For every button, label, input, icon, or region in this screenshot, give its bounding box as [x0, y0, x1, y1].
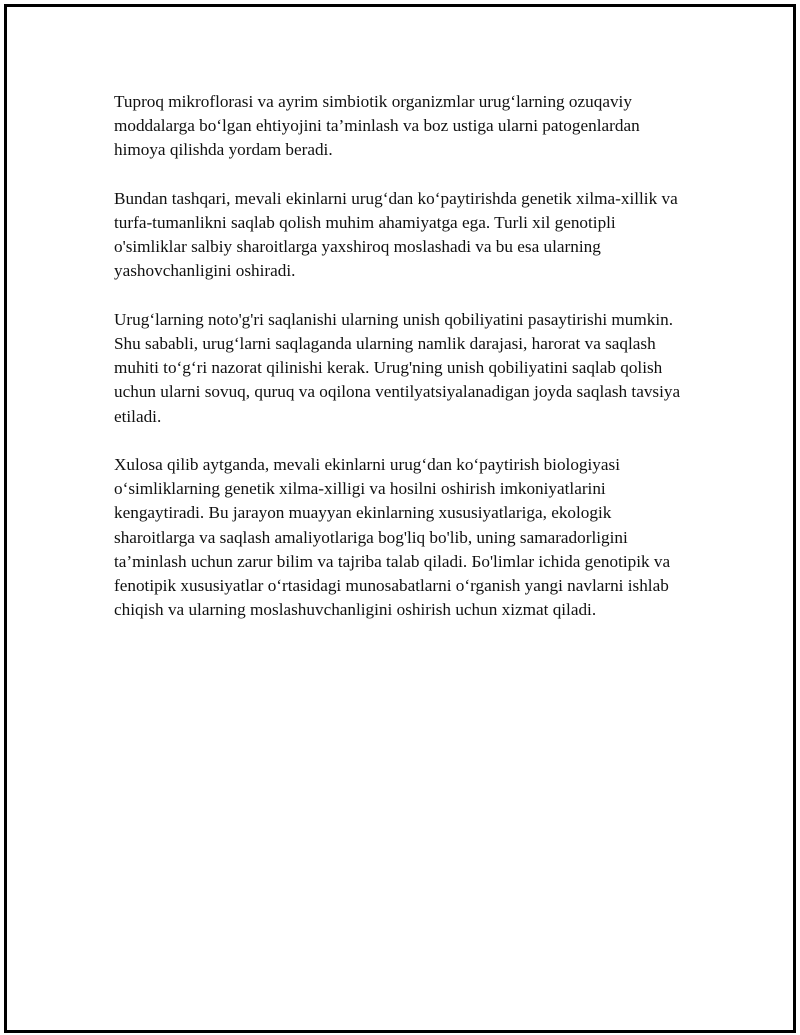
- paragraph-seed-storage: Urug‘larning noto'g'ri saqlanishi ularning unish qobiliyatini pasaytirishi mumkin. Shu sababli, urug‘larni saqlaganda ularning namlik darajasi, harorat va saqlash muhiti to‘g‘ri nazorat qilinishi kerak. Urug'ning unish qobiliyatini saqlab qolish uchun ularni sovuq, quruq va oqilona ventilyatsiyalanadigan joyda saqlash tavsiya etiladi.: [114, 309, 681, 426]
- paragraph-soil-microflora: Tuproq mikroflorasi va ayrim simbiotik organizmlar urug‘larning ozuqaviy moddalarga bo‘lgan ehtiyojini ta’minlash va boz ustiga ularni patogenlardan himoya qilishda yordam beradi.: [114, 92, 640, 160]
- document-body: [114, 90, 684, 647]
- paragraph-genetic-diversity: Bundan tashqari, mevali ekinlarni urug‘dan ko‘paytirishda genetik xilma-xillik va turfa-tumanlikni saqlab qolish muhim ahamiyatga ega. Turli xil genotipli o'simliklar salbiy sharoitlarga yaxshiroq moslashadi va bu esa ularning yashovchanligini oshiradi.: [114, 188, 678, 281]
- paragraph-conclusion: Xulosa qilib aytganda, mevali ekinlarni urug‘dan ko‘paytirish biologiyasi o‘simliklarning genetik xilma-xilligi va hosilni oshirish imkoniyatlarini kengaytiradi. Bu jarayon muayyan ekinlarning xususiyatlariga, ekologik sharoitlarga va saqlash amaliyotlariga bog'liq bo'lib, uning samaradorligini ta’minlash uchun zarur bilim va tajriba talab qiladi. Бo'limlar ichida genotipik va fenotipik xususiyatlar o‘rtasidagi munosabatlarni o‘rganish yangi navlarni ishlab chiqish va ularning moslashuvchanligini oshirish uchun xizmat qiladi.: [114, 455, 671, 620]
